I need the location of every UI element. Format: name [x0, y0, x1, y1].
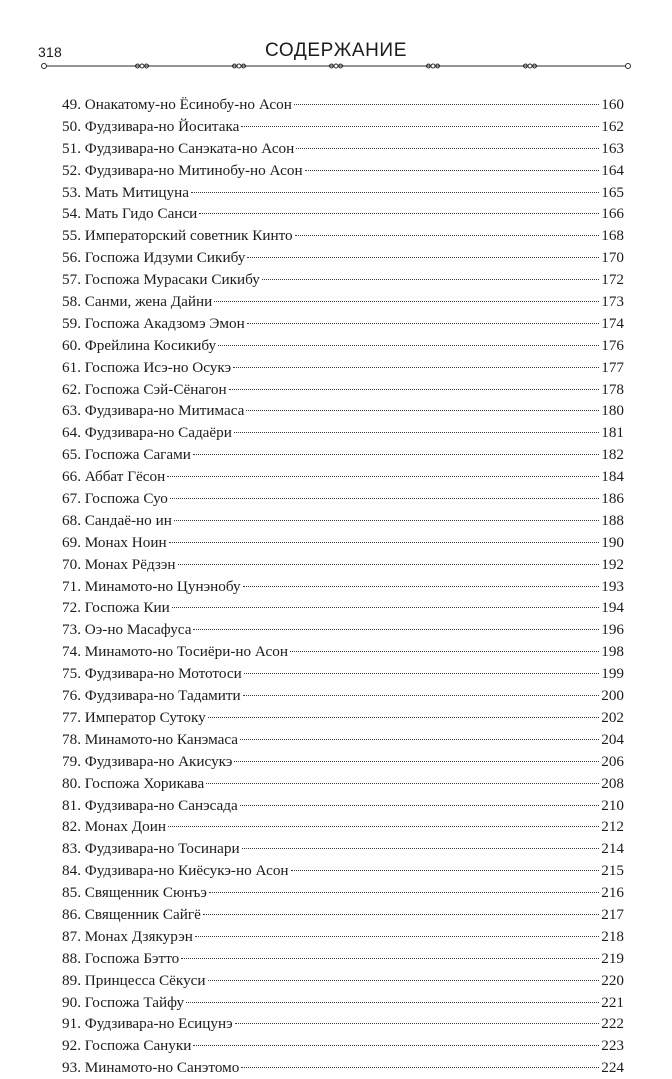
toc-entry — [62, 1057, 624, 1079]
dot-leader — [234, 761, 599, 762]
toc-entry-title: 73. Оэ-но Масафуса — [62, 621, 192, 639]
toc-entry — [62, 1035, 624, 1057]
toc-entry-page: 186 — [601, 490, 624, 508]
toc-entry-title: 55. Императорский советник Кинто — [62, 227, 293, 245]
toc-entry-page: 181 — [601, 424, 624, 442]
toc-entry-page: 216 — [601, 884, 624, 902]
dot-leader — [181, 958, 599, 959]
toc-entry-page: 222 — [601, 1015, 624, 1033]
toc-entry — [62, 597, 624, 619]
toc-entry-title: 77. Император Сутоку — [62, 708, 206, 726]
toc-entry — [62, 247, 624, 269]
toc-entry-page: 190 — [601, 533, 624, 551]
dot-leader — [193, 1045, 599, 1046]
toc-entry — [62, 225, 624, 247]
dot-leader — [242, 848, 600, 849]
toc-entry-title: 72. Госпожа Кии — [62, 599, 170, 617]
toc-entry — [62, 160, 624, 182]
toc-entry-page: 194 — [601, 599, 624, 617]
toc-entry — [62, 838, 624, 860]
toc-entry-page: 172 — [601, 271, 624, 289]
dot-leader — [241, 1067, 599, 1068]
toc-entry-title: 65. Госпожа Сагами — [62, 446, 191, 464]
dot-leader — [193, 454, 599, 455]
toc-entry-page: 206 — [601, 752, 624, 770]
toc-entry-title: 66. Аббат Гёсон — [62, 468, 166, 486]
dot-leader — [167, 476, 599, 477]
toc-entry — [62, 1013, 624, 1035]
toc-entry — [62, 948, 624, 970]
toc-entry — [62, 400, 624, 422]
toc-entry — [62, 554, 624, 576]
toc-entry-title: 59. Госпожа Акадзомэ Эмон — [62, 314, 245, 332]
toc-entry-title: 53. Мать Митицуна — [62, 183, 189, 201]
dot-leader — [247, 323, 599, 324]
toc-entry — [62, 488, 624, 510]
toc-entry-title: 52. Фудзивара-но Митинобу-но Асон — [62, 161, 303, 179]
dot-leader — [235, 1023, 600, 1024]
toc-entry — [62, 685, 624, 707]
toc-entry-page: 208 — [601, 774, 624, 792]
dot-leader — [294, 104, 599, 105]
toc-entry-title: 83. Фудзивара-но Тосинари — [62, 840, 240, 858]
table-of-contents — [62, 94, 624, 1079]
toc-entry-title: 68. Сандаё-но ин — [62, 511, 172, 529]
dot-leader — [208, 717, 599, 718]
dot-leader — [241, 126, 599, 127]
toc-entry-page: 173 — [601, 293, 624, 311]
toc-entry — [62, 94, 624, 116]
toc-entry — [62, 663, 624, 685]
toc-entry-title: 54. Мать Гидо Санси — [62, 205, 198, 223]
toc-entry-page: 198 — [601, 643, 624, 661]
toc-entry-title: 62. Госпожа Сэй-Сёнагон — [62, 380, 227, 398]
toc-entry-title: 58. Санми, жена Дайни — [62, 293, 213, 311]
toc-entry-page: 200 — [601, 687, 624, 705]
toc-entry-page: 164 — [601, 161, 624, 179]
ornamental-rule — [38, 61, 634, 71]
toc-entry-title: 78. Минамото-но Канэмаса — [62, 730, 238, 748]
toc-entry-page: 219 — [601, 949, 624, 967]
toc-entry — [62, 773, 624, 795]
dot-leader — [291, 870, 600, 871]
toc-entry — [62, 138, 624, 160]
dot-leader — [247, 257, 599, 258]
dot-leader — [208, 980, 600, 981]
dot-leader — [191, 192, 599, 193]
toc-entry-title: 50. Фудзивара-но Йоситака — [62, 117, 240, 135]
dot-leader — [209, 892, 599, 893]
dot-leader — [178, 564, 600, 565]
toc-entry — [62, 313, 624, 335]
dot-leader — [195, 936, 599, 937]
toc-entry — [62, 882, 624, 904]
toc-entry-title: 85. Священник Сюнъэ — [62, 884, 207, 902]
toc-entry-page: 212 — [601, 818, 624, 836]
dot-leader — [240, 805, 599, 806]
toc-entry — [62, 992, 624, 1014]
toc-entry-page: 163 — [601, 139, 624, 157]
toc-entry-page: 174 — [601, 314, 624, 332]
toc-entry — [62, 116, 624, 138]
toc-entry — [62, 510, 624, 532]
toc-entry-title: 61. Госпожа Исэ-но Осукэ — [62, 358, 232, 376]
toc-entry-title: 90. Госпожа Тайфу — [62, 993, 185, 1011]
toc-entry-title: 70. Монах Рёдзэн — [62, 555, 176, 573]
toc-entry-title: 93. Минамото-но Санэтомо — [62, 1059, 240, 1077]
toc-entry-page: 214 — [601, 840, 624, 858]
ornament-dot — [626, 64, 631, 69]
dot-leader — [233, 367, 599, 368]
toc-entry-title: 56. Госпожа Идзуми Сикибу — [62, 249, 246, 267]
toc-entry-page: 166 — [601, 205, 624, 223]
toc-entry-page: 168 — [601, 227, 624, 245]
toc-entry — [62, 444, 624, 466]
dot-leader — [243, 586, 600, 587]
toc-entry — [62, 751, 624, 773]
dot-leader — [170, 498, 599, 499]
dot-leader — [262, 279, 599, 280]
toc-entry-title: 82. Монах Доин — [62, 818, 166, 836]
ornament-dot — [140, 64, 144, 68]
toc-entry-page: 184 — [601, 468, 624, 486]
dot-leader — [229, 389, 600, 390]
toc-entry-page: 218 — [601, 927, 624, 945]
toc-entry — [62, 729, 624, 751]
dot-leader — [290, 651, 599, 652]
toc-entry-title: 80. Госпожа Хорикава — [62, 774, 205, 792]
page-title: СОДЕРЖАНИЕ — [265, 40, 407, 61]
dot-leader — [246, 410, 599, 411]
toc-entry — [62, 795, 624, 817]
toc-entry-title: 92. Госпожа Сануки — [62, 1037, 192, 1055]
toc-entry — [62, 641, 624, 663]
toc-entry — [62, 707, 624, 729]
ornament-dot — [237, 64, 241, 68]
toc-entry-page: 202 — [601, 708, 624, 726]
dot-leader — [169, 542, 600, 543]
dot-leader — [244, 673, 600, 674]
toc-entry-page: 192 — [601, 555, 624, 573]
toc-entry-page: 199 — [601, 665, 624, 683]
page-header — [38, 38, 634, 62]
toc-entry-page: 220 — [601, 971, 624, 989]
toc-entry-page: 224 — [601, 1059, 624, 1077]
dot-leader — [243, 695, 600, 696]
toc-entry-page: 221 — [601, 993, 624, 1011]
dot-leader — [172, 607, 600, 608]
toc-entry-title: 79. Фудзивара-но Акисукэ — [62, 752, 233, 770]
toc-entry-page: 223 — [601, 1037, 624, 1055]
toc-entry — [62, 970, 624, 992]
toc-entry-page: 196 — [601, 621, 624, 639]
toc-entry — [62, 532, 624, 554]
toc-entry — [62, 269, 624, 291]
toc-entry — [62, 860, 624, 882]
toc-entry — [62, 904, 624, 926]
toc-entry-title: 87. Монах Дзякурэн — [62, 927, 193, 945]
dot-leader — [234, 432, 599, 433]
toc-entry-page: 204 — [601, 730, 624, 748]
ornament-dot — [528, 64, 532, 68]
toc-entry-title: 89. Принцесса Сёкуси — [62, 971, 206, 989]
toc-entry — [62, 619, 624, 641]
dot-leader — [240, 739, 599, 740]
ornament-dot — [431, 64, 435, 68]
toc-entry — [62, 182, 624, 204]
toc-entry-page: 176 — [601, 336, 624, 354]
toc-entry-title: 60. Фрейлина Косикибу — [62, 336, 217, 354]
dot-leader — [203, 914, 599, 915]
toc-entry-title: 76. Фудзивара-но Тадамити — [62, 687, 241, 705]
toc-entry-page: 160 — [601, 96, 624, 113]
toc-entry-page: 170 — [601, 249, 624, 267]
toc-entry-page: 162 — [601, 117, 624, 135]
dot-leader — [296, 148, 599, 149]
toc-entry — [62, 816, 624, 838]
toc-entry-page: 215 — [601, 862, 624, 880]
toc-entry-page: 217 — [601, 905, 624, 923]
toc-entry-title: 74. Минамото-но Тосиёри-но Асон — [62, 643, 288, 661]
dot-leader — [214, 301, 599, 302]
toc-entry — [62, 576, 624, 598]
toc-entry-page: 180 — [601, 402, 624, 420]
dot-leader — [295, 235, 600, 236]
toc-entry — [62, 203, 624, 225]
toc-entry-page: 177 — [601, 358, 624, 376]
toc-entry-title: 69. Монах Ноин — [62, 533, 167, 551]
toc-entry — [62, 926, 624, 948]
toc-entry — [62, 379, 624, 401]
page-number: 318 — [38, 44, 62, 60]
toc-entry — [62, 466, 624, 488]
toc-entry-title: 63. Фудзивара-но Митимаса — [62, 402, 245, 420]
toc-entry-title: 71. Минамото-но Цунэнобу — [62, 577, 241, 595]
toc-entry-title: 88. Госпожа Бэтто — [62, 949, 180, 967]
ornament-dot — [42, 64, 47, 69]
dot-leader — [199, 213, 599, 214]
dot-leader — [168, 826, 599, 827]
toc-entry-page: 182 — [601, 446, 624, 464]
toc-entry-title: 75. Фудзивара-но Мототоси — [62, 665, 242, 683]
dot-leader — [193, 629, 599, 630]
toc-entry — [62, 291, 624, 313]
toc-entry-title: 51. Фудзивара-но Санэката-но Асон — [62, 139, 295, 157]
toc-entry-title: 91. Фудзивара-но Есицунэ — [62, 1015, 233, 1033]
toc-entry-title: 49. Онакатому-но Ёсинобу-но Асон — [62, 96, 292, 113]
toc-entry-page: 193 — [601, 577, 624, 595]
toc-entry-title: 81. Фудзивара-но Санэсада — [62, 796, 238, 814]
toc-entry-page: 178 — [601, 380, 624, 398]
toc-entry — [62, 422, 624, 444]
toc-entry-title: 86. Священник Сайгё — [62, 905, 201, 923]
toc-entry — [62, 357, 624, 379]
toc-entry-title: 57. Госпожа Мурасаки Сикибу — [62, 271, 260, 289]
toc-entry-page: 165 — [601, 183, 624, 201]
dot-leader — [206, 783, 599, 784]
dot-leader — [174, 520, 599, 521]
dot-leader — [218, 345, 599, 346]
toc-entry-title: 67. Госпожа Суо — [62, 490, 168, 508]
toc-entry-title: 84. Фудзивара-но Киёсукэ-но Асон — [62, 862, 289, 880]
dot-leader — [186, 1002, 599, 1003]
toc-entry-page: 210 — [601, 796, 624, 814]
toc-entry — [62, 335, 624, 357]
ornament-dot — [334, 64, 338, 68]
toc-entry-page: 188 — [601, 511, 624, 529]
toc-entry-title: 64. Фудзивара-но Садаёри — [62, 424, 232, 442]
dot-leader — [305, 170, 600, 171]
